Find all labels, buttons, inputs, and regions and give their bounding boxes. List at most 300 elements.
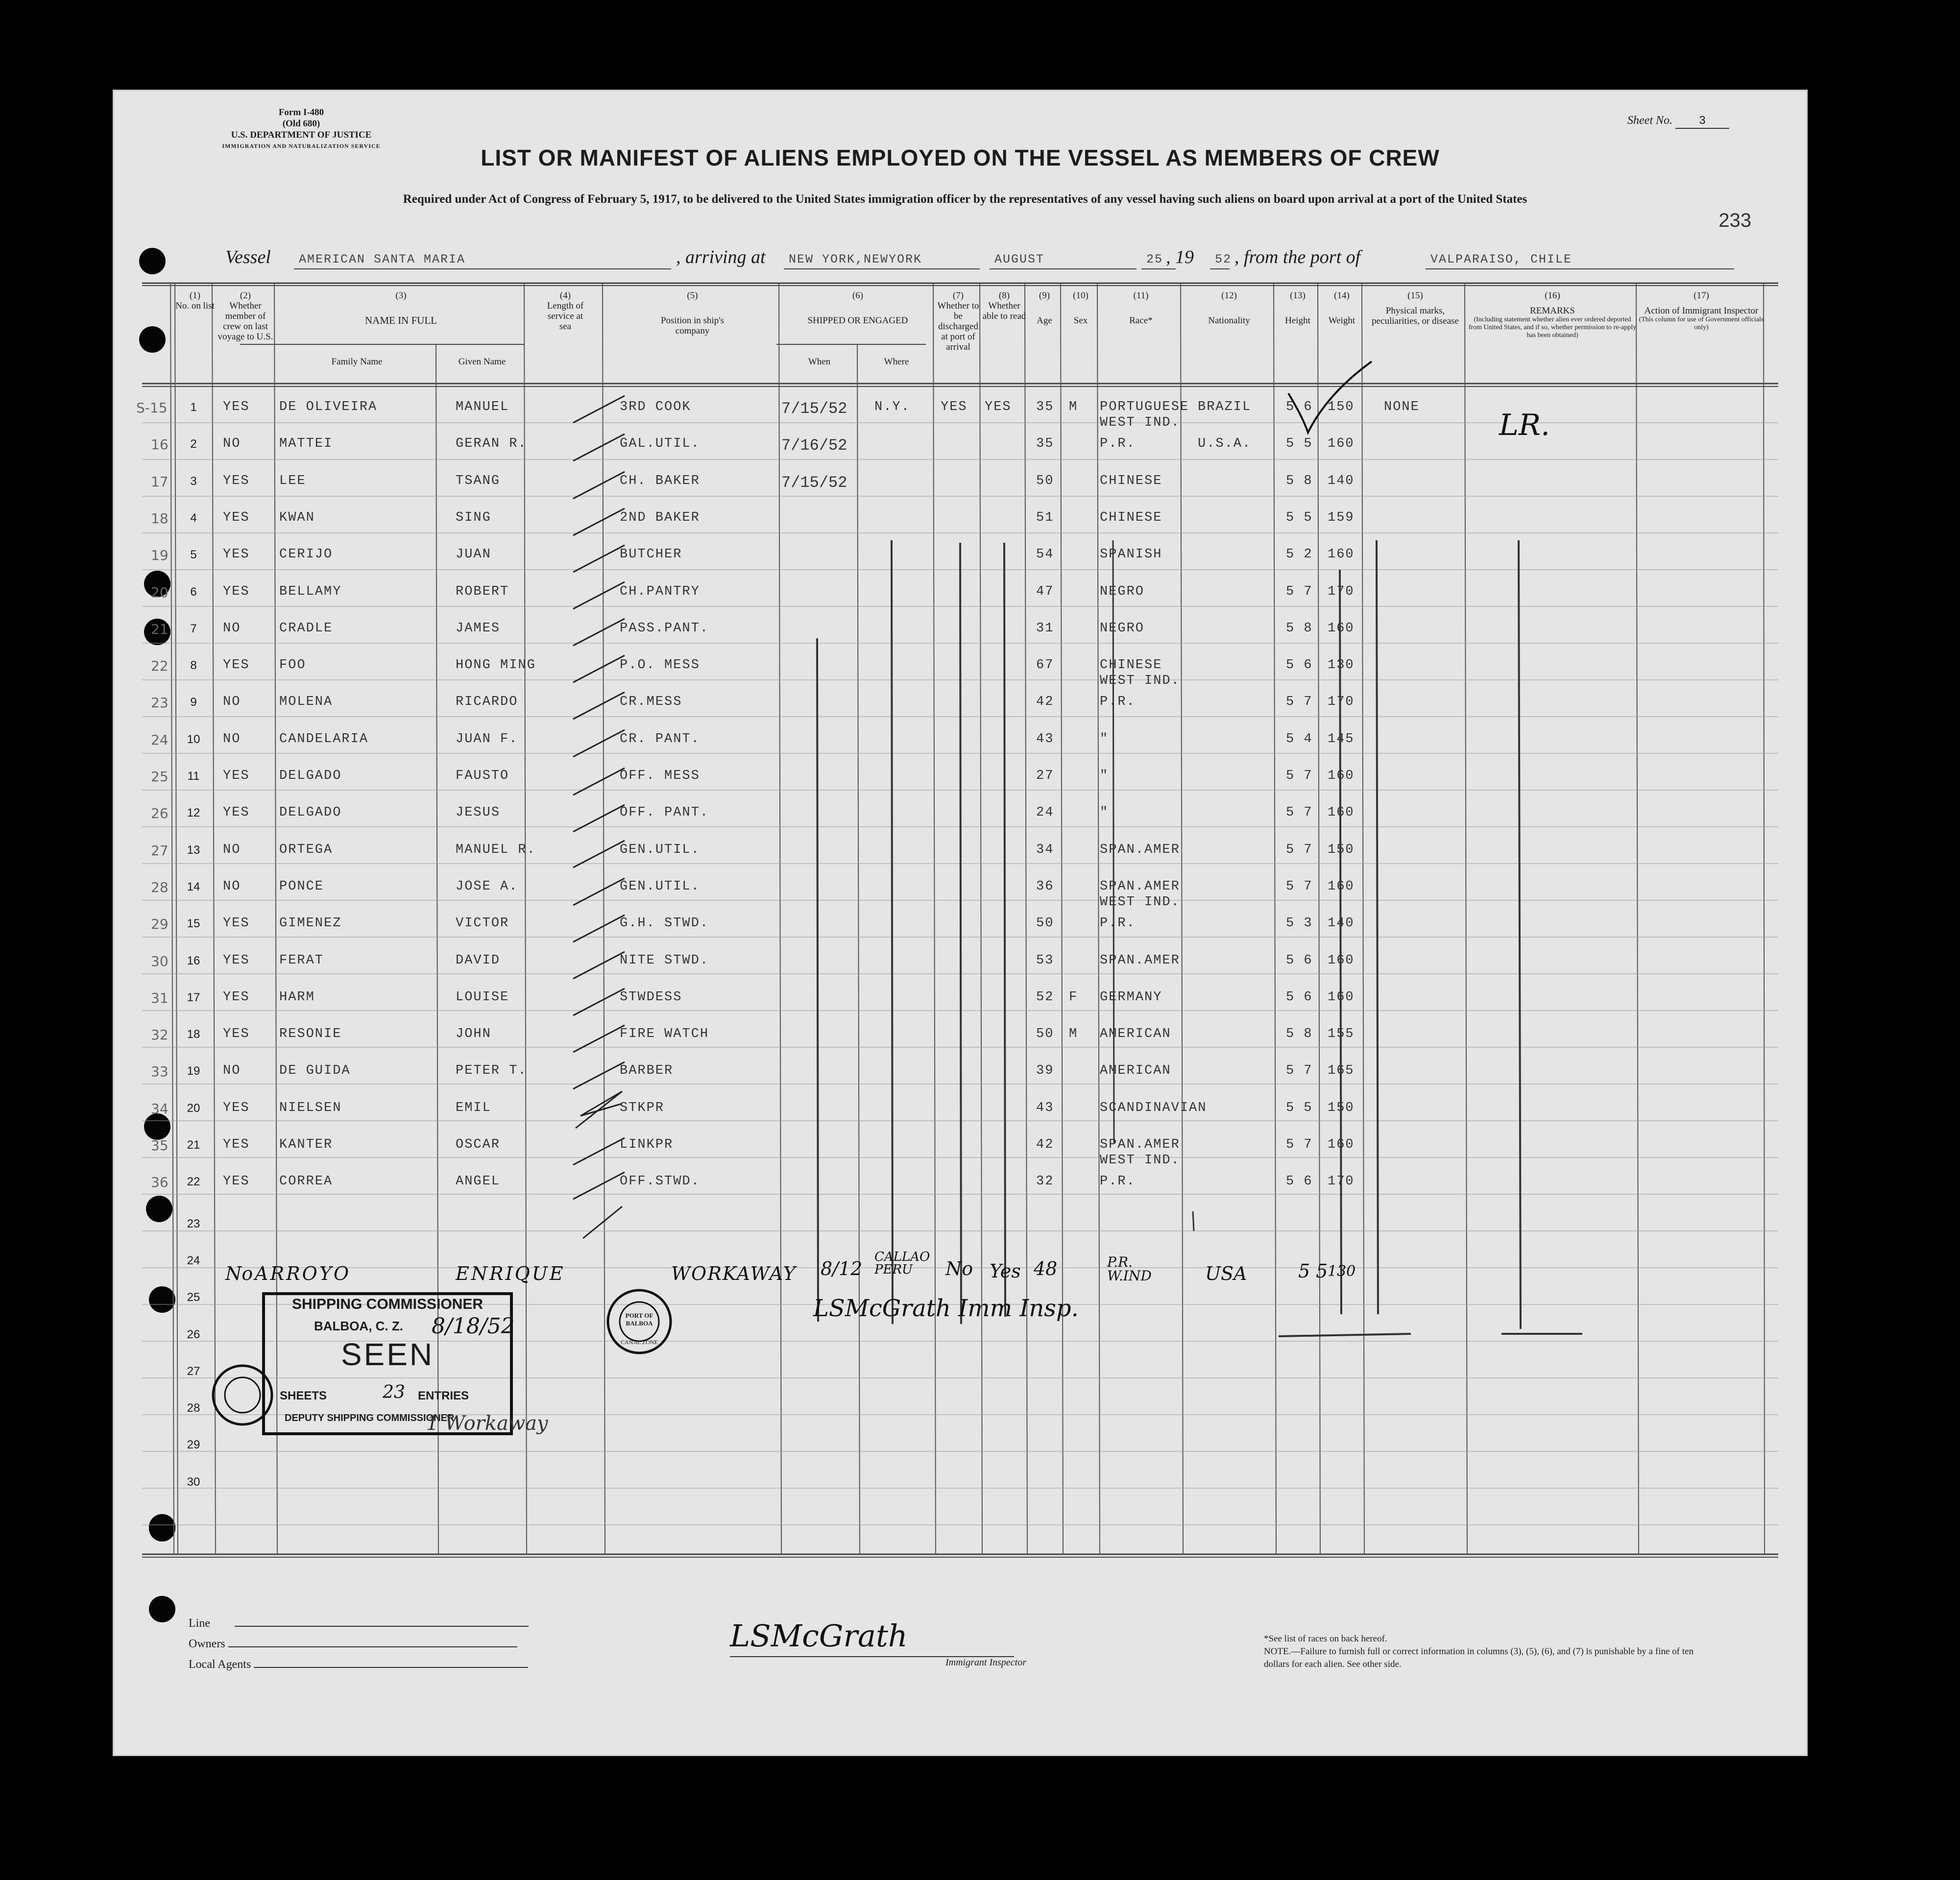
cell-weight: 170 [1328,584,1355,599]
header-col10: (10) Sex [1073,290,1089,326]
cell-age: 42 [1036,695,1054,710]
row-number: 6 [190,585,197,599]
arrival-day: 25 [1146,252,1163,266]
cell-prev-crew: NO [223,621,241,636]
from-label: , from the port of [1234,247,1361,267]
cell-prev-crew: YES [223,547,250,562]
row-number: 30 [187,1475,200,1489]
cell-position: OFF.STWD. [620,1174,700,1189]
row-number: 12 [187,806,200,820]
cell-height: 5 4 [1286,731,1313,747]
row-number: 26 [187,1327,200,1341]
arriving-port: NEW YORK,NEWYORK [789,252,922,266]
row-number: 10 [187,732,200,746]
cell-given-name: GERAN R. [456,436,527,452]
cell-position: STKPR [620,1100,665,1115]
row-number: 13 [187,843,200,857]
arriving-label: , arriving at [676,247,766,267]
cell-race-line2: WEST IND. [1100,894,1180,910]
cell-given-name: DAVID [456,953,501,968]
service: IMMIGRATION AND NATURALIZATION SERVICE [222,143,381,149]
cell-position: 2ND BAKER [620,510,700,525]
cell-race: " [1100,805,1109,820]
page-stamp-number: 233 [1718,210,1751,231]
cell-height: 5 2 [1286,547,1313,562]
cell-family-name: MATTEI [279,436,333,452]
cell-prev-crew: YES [223,805,250,820]
cell-race: SPAN.AMER [1100,879,1180,894]
cell-race: P.R. [1100,436,1136,452]
side-number: 33 [151,1063,169,1080]
cell-position: G.H. STWD. [620,916,709,931]
inspector-signature: LSMcGrath [730,1618,908,1654]
cell-race: PORTUGUESE [1100,400,1189,414]
cell-age: 42 [1036,1137,1054,1152]
cell-position: P.O. MESS [620,658,700,673]
cell-family-name: CORREA [279,1174,333,1189]
cell-height: 5 7 [1286,805,1313,820]
cell-position: GAL.UTIL. [620,436,700,452]
row23-weight: 130 [1328,1263,1356,1280]
cell-age: 31 [1036,621,1054,636]
from-port: VALPARAISO, CHILE [1430,252,1573,266]
cell-race-line2: WEST IND. [1100,1153,1180,1168]
cell-weight: 170 [1328,1174,1355,1189]
cell-weight: 150 [1328,1100,1355,1115]
cell-position: OFF. PANT. [620,805,709,820]
cell-height: 5 7 [1286,1063,1313,1079]
cell-race-line2: WEST IND. [1100,674,1180,689]
header-where: Where [884,357,909,367]
cell-age: 27 [1036,769,1054,783]
cell-family-name: ORTEGA [279,842,333,857]
cell-family-name: CRADLE [279,621,333,636]
row-number: 4 [190,511,197,525]
cell-given-name: MANUEL R. [456,842,536,857]
cell-weight: 165 [1328,1063,1355,1079]
stamp-note: 1 Workaway [426,1412,548,1435]
cell-given-name: JUAN [456,547,491,562]
remarks-initials: LR. [1499,408,1550,442]
cell-height: 5 6 [1286,658,1313,673]
cell-age: 47 [1036,584,1054,599]
cell-family-name: LEE [279,473,306,488]
row23-age: 48 [1034,1258,1058,1279]
side-number: 18 [151,510,169,527]
cell-age: 39 [1036,1063,1054,1079]
cell-weight: 160 [1328,953,1355,968]
row23-when: 8/12 [821,1258,863,1279]
side-number: 19 [151,547,169,564]
side-number: 35 [151,1137,169,1154]
cell-position: CH.PANTRY [620,584,700,599]
side-number: 24 [151,731,169,748]
page-title: LIST OR MANIFEST OF ALIENS EMPLOYED ON THE VESSEL AS MEMBERS OF CREW [481,145,1440,170]
cell-height: 5 5 [1286,510,1313,525]
row-number: 16 [187,954,200,967]
cell-shipped-where: N.Y. [874,400,910,414]
cell-height: 5 8 [1286,1027,1313,1042]
cell-position: CR. PANT. [620,731,700,747]
cell-height: 5 7 [1286,1137,1313,1152]
cell-weight: 150 [1328,842,1355,857]
side-number: 16 [151,436,169,453]
inspector-note: LSMcGrath Imm Insp. [813,1295,1079,1322]
cell-height: 5 5 [1286,436,1313,452]
cell-family-name: NIELSEN [279,1100,342,1115]
cell-race: NEGRO [1100,584,1145,599]
cell-race: " [1100,769,1109,783]
cell-height: 5 7 [1286,879,1313,894]
cell-family-name: DELGADO [279,769,342,783]
cell-family-name: BELLAMY [279,584,342,599]
header-col6: (6) SHIPPED OR ENGAGED [807,290,908,326]
cell-age: 35 [1036,436,1054,452]
cell-race: AMERICAN [1100,1027,1171,1042]
arrival-month: AUGUST [994,252,1045,266]
cell-position: PASS.PANT. [620,621,709,636]
cell-able-to-read: YES [985,400,1012,414]
side-number: 30 [151,953,169,969]
cell-weight: 160 [1328,1137,1355,1152]
cell-race: AMERICAN [1100,1063,1171,1079]
header-col11: (11) Race* [1129,290,1153,326]
form-old-number: (Old 680) [282,119,320,129]
cell-weight: 140 [1328,916,1355,931]
cell-age: 54 [1036,547,1054,562]
cell-weight: 160 [1328,436,1355,452]
row-number: 17 [187,990,200,1004]
cell-age: 34 [1036,842,1054,857]
cell-family-name: CERIJO [279,547,333,562]
cell-weight: 160 [1328,621,1355,636]
cell-position: CH. BAKER [620,473,700,488]
row-number: 27 [187,1364,200,1378]
row-number: 18 [187,1028,200,1041]
cell-sex: M [1069,400,1078,414]
side-number: 36 [151,1174,169,1191]
row23-prev: No [225,1263,253,1284]
row-number: 2 [190,437,197,451]
cell-height: 5 7 [1286,584,1313,599]
cell-height: 5 7 [1286,842,1313,857]
footer-notes: *See list of races on back hereof. NOTE.—Failure to furnish full or correct information in columns (3), (5), (6), and (7) is punishable by a fine of ten dollars for each alien. See other side. [1264,1634,1694,1669]
cell-family-name: PONCE [279,879,324,894]
row-number: 28 [187,1401,200,1415]
side-number: 34 [151,1100,169,1117]
cell-given-name: HONG MING [456,658,536,673]
side-number: 23 [151,695,169,711]
cell-age: 50 [1036,916,1054,931]
cell-position: OFF. MESS [620,769,700,783]
cell-prev-crew: NO [223,695,241,710]
cell-age: 43 [1036,1100,1054,1115]
cell-height: 5 6 [1286,953,1313,968]
cell-race: P.R. [1100,916,1136,931]
row-number: 5 [190,548,197,562]
side-number: 20 [151,584,169,601]
header-when: When [808,357,831,367]
cell-given-name: OSCAR [456,1137,501,1152]
row23-where: CALLAO PERU [874,1250,930,1277]
cell-prev-crew: YES [223,1137,250,1152]
header-given-name: Given Name [458,357,506,367]
cell-sex: F [1069,989,1078,1005]
sheet-value: 3 [1675,115,1729,129]
header-col1: (1) No. on list [175,290,215,311]
cell-shipped-when: 7/15/52 [781,400,847,418]
header-col2: (2) Whether member of crew on last voyage to U.S. [218,290,273,342]
cell-weight: 160 [1328,879,1355,894]
cell-position: CR.MESS [620,695,682,710]
side-number: 21 [151,621,169,637]
row-number: 20 [187,1101,200,1115]
cell-family-name: FOO [279,658,306,673]
cell-prev-crew: YES [223,473,250,488]
row23-race: P.R. W.IND [1107,1254,1152,1284]
cell-given-name: MANUEL [456,400,509,414]
cell-nationality: U.S.A. [1198,436,1252,452]
side-number: 28 [151,879,169,895]
row23-position: WORKAWAY [671,1263,797,1284]
cell-race: SPANISH [1100,547,1162,562]
cell-race: " [1100,731,1109,747]
cell-race: CHINESE [1100,658,1162,673]
cell-race: CHINESE [1100,510,1162,525]
header-col12: (12) Nationality [1208,290,1250,326]
cell-family-name: RESONIE [279,1027,342,1042]
cell-given-name: ROBERT [456,584,509,599]
row-number: 14 [187,880,200,893]
cell-given-name: VICTOR [456,916,509,931]
cell-age: 53 [1036,953,1054,968]
cell-height: 5 3 [1286,916,1313,931]
cell-prev-crew: YES [223,1100,250,1115]
header-col5: (5) Position in ship's company [660,290,725,336]
row23-given: ENRIQUE [456,1263,565,1284]
cell-shipped-when: 7/16/52 [781,436,847,455]
cell-weight: 150 [1328,400,1355,414]
year-suffix: 52 [1215,252,1232,266]
cell-position: LINKPR [620,1137,674,1152]
cell-height: 5 7 [1286,695,1313,710]
cell-family-name: HARM [279,989,315,1005]
cell-weight: 145 [1328,731,1355,747]
cell-prev-crew: NO [223,842,241,857]
cell-prev-crew: YES [223,1027,250,1042]
vessel-name: AMERICAN SANTA MARIA [299,252,466,266]
cell-weight: 160 [1328,547,1355,562]
cell-race: CHINESE [1100,473,1162,488]
cell-height: 5 8 [1286,621,1313,636]
cell-race: NEGRO [1100,621,1145,636]
form-number: Form I-480 [278,107,324,118]
cell-position: FIRE WATCH [620,1027,709,1042]
manifest-sheet: Form I-480 (Old 680) U.S. DEPARTMENT OF JUSTICE IMMIGRATION AND NATURALIZATION SERVICE Sheet No. 3 LIST OR MANIFEST OF ALIENS EMPLOYED ON THE VESSEL AS MEMBERS OF CREW Required under Act of Congress of February 5, 1917, to be delivered to the United States immigration officer by the representatives of any vessel having such aliens on board upon arrival at a port of the United States 233 Vessel AMERICAN SANTA MARIA , arriving at NEW YORK,NEWYORK AUGUST 25 , 19 52 , from the port of VALPARAISO, CHILE (1) No. on list (2) Whether member of crew on last voyage to U.S. (3) NAME IN FULL Family Name Given Name (4) Length of service at sea (5) Position in ship's company (6) SHIPPED OR ENGAGED When Where (7) Whether to be discharged at port of arrival (8) Whether able to read (9) Age (10) Sex (11) Race* (12) Nationality (13) Height (14) Weight (15) Physical marks, peculiarities, or disease (16) REMARKS (Including statement whether alien ever ordered deported from United States, and if so, whether permission to re-apply has been obtained) (17) Action of Immigrant Inspector (This column for use of Government officials only) 1 2 3 4 5 6 7 8 9 10 11 12 13 14 15 16 17 18 19 20 21 22 23 24 25 26 27 28 29 30 S-15 16 17 18 19 20 21 22 23 24 25 26 27 28 29 30 31 32 33 34 35 36 YES DE OLIVEIRA MANUEL 3RD COOK 7/15/52 N.Y. YES YES 35 M PORTUGUESE BRAZIL 5 6 150 NONE WEST IND. NO MATTEI GERAN R. GAL.UTIL. 7/16/52 35 P.R. U.S.A. 5 5 160 YES LEE TSANG CH. BAKER 7/15/52 50 CHINESE 5 8 140 YES KWAN SING 2ND BAKER 51 CHINESE 5 5 159 YES CERIJO JUAN BUTCHER 54 SPANISH 5 2 160 YES BELLAMY ROBERT CH.PANTRY 47 NEGRO 5 7 170 NO CRADLE JAMES PASS.PANT. 31 NEGRO 5 8 160 YES FOO HONG MING P.O. MESS 67 CHINESE 5 6 130 WEST IND. NO MOLENA RICARDO CR.MESS 42 P.R. 5 7 170 NO CANDELARIA JUAN F. CR. PANT. 43 " 5 4 145 YES DELGADO FAUSTO OFF. MESS 27 " 5 7 160 YES DELGADO JESUS OFF. PANT. 24 " 5 7 160 NO ORTEGA MANUEL R. GEN.UTIL. 34 SPAN.AMER 5 7 150 NO PONCE JOSE A. GEN.UTIL. 36 SPAN.AMER 5 7 160 WEST IND. YES GIMENEZ VICTOR G.H. STWD. 50 P.R. 5 3 140 YES FERAT DAVID NITE STWD. 53 SPAN.AMER 5 6 160 YES HARM LOUISE STWDESS 52 F GERMANY 5 6 160 YES RESONIE JOHN FIRE WATCH 50 M AMERICAN 5 8 155 NO DE GUIDA PETER T. BARBER 39 AMERICAN 5 7 165 YES NIELSEN EMIL STKPR 43 SCANDINAVIAN 5 5 150 YES KANTER OSCAR LINKPR 42 SPAN.AMER 5 7 160 WEST IND. YES CORREA ANGEL OFF.STWD. 32 P.R. 5 6 170 LR. No ARROYO ENRIQUE WORKAWAY 8/12 CALLAO PERU No Yes 48 P.R. W.IND USA 5 5 130 LSMcGrath Imm Insp. SHIPPING COMMISSIONER BALBOA, C. Z. 8/18/52 SEEN SHEETS 23 ENTRIES DEPUTY SHIPPING COMMISSIONER PORT OF BALBOA CANAL ZONE 1 Workaway Line Owners Local Agents LSMcGrath Immigrant Inspector *See list of races on back hereof. NOTE.—Failure to furnish full or correct information in columns (3), (5), (6), and (7) is punishable by a fine of ten dollars for each alien. See other side. [113,90,1808,1756]
cell-given-name: JUAN F. [456,731,518,747]
cell-height: 5 6 [1286,989,1313,1005]
header-col3: (3) NAME IN FULL [365,290,437,326]
cell-prev-crew: NO [223,436,241,452]
side-number: 25 [151,769,169,785]
cell-prev-crew: YES [223,584,250,599]
footer-owners: Owners [189,1638,517,1651]
cell-height: 5 5 [1286,1100,1313,1115]
cell-nationality: BRAZIL [1198,400,1252,414]
header-col13: (13) Height [1285,290,1310,326]
side-number: 17 [151,473,169,490]
cell-given-name: FAUSTO [456,769,509,783]
cell-weight: 155 [1328,1027,1355,1042]
cell-age: 24 [1036,805,1054,820]
cell-weight: 160 [1328,989,1355,1005]
cell-prev-crew: NO [223,731,241,747]
stamp-box: SHIPPING COMMISSIONER BALBOA, C. Z. 8/18/52 SEEN SHEETS 23 ENTRIES DEPUTY SHIPPING COMMISSIONER [262,1292,513,1435]
cell-family-name: FERAT [279,953,324,968]
row-number: 25 [187,1291,200,1304]
cell-family-name: DE OLIVEIRA [279,400,378,414]
header-col17: (17) Action of Immigrant Inspector (This column for use of Government officials only) [1639,290,1764,331]
cell-given-name: JOHN [456,1027,491,1042]
cell-prev-crew: NO [223,879,241,894]
cell-given-name: LOUISE [456,989,509,1005]
cell-age: 50 [1036,1027,1054,1042]
cell-prev-crew: YES [223,916,250,931]
cell-age: 43 [1036,731,1054,747]
cell-weight: 160 [1328,769,1355,783]
side-number: 31 [151,989,169,1006]
cell-family-name: MOLENA [279,695,333,710]
row-number: 8 [190,659,197,673]
cell-weight: 159 [1328,510,1355,525]
cell-prev-crew: YES [223,769,250,783]
cell-position: GEN.UTIL. [620,842,700,857]
cell-family-name: KANTER [279,1137,333,1152]
cell-race: SCANDINAVIAN [1100,1100,1207,1115]
cell-age: 35 [1036,400,1054,414]
cell-shipped-when: 7/15/52 [781,473,847,492]
side-number: 27 [151,842,169,859]
cell-race-line2: WEST IND. [1100,415,1180,430]
cell-race: GERMANY [1100,989,1162,1005]
cell-weight: 140 [1328,473,1355,488]
cell-prev-crew: YES [223,510,250,525]
cell-position: 3RD COOK [620,400,691,414]
header-col7: (7) Whether to be discharged at port of arrival [937,290,979,352]
cell-given-name: TSANG [456,473,501,488]
cell-family-name: DELGADO [279,805,342,820]
cell-race: P.R. [1100,1174,1136,1189]
cell-age: 51 [1036,510,1054,525]
side-number: S-15 [136,400,168,416]
port-seal-left [211,1358,274,1432]
header-col14: (14) Weight [1328,290,1355,326]
side-number: 32 [151,1027,169,1043]
cell-family-name: GIMENEZ [279,916,342,931]
row-number: 24 [187,1253,200,1267]
row-number: 3 [190,474,197,488]
sheet-label: Sheet No. [1627,114,1672,127]
cell-position: NITE STWD. [620,953,709,968]
cell-weight: 130 [1328,658,1355,673]
cell-prev-crew: YES [223,989,250,1005]
footer-agents: Local Agents [189,1658,528,1671]
cell-given-name: RICARDO [456,695,518,710]
row-number: 29 [187,1438,200,1452]
cell-height: 5 6 [1286,400,1313,414]
side-number: 29 [151,916,169,933]
cell-family-name: DE GUIDA [279,1063,351,1079]
side-number: 22 [151,658,169,675]
signature-label: Immigrant Inspector [945,1657,1026,1668]
cell-prev-crew: YES [223,658,250,673]
cell-height: 5 6 [1286,1174,1313,1189]
cell-prev-crew: YES [223,953,250,968]
header-col4: (4) Length of service at sea [547,290,584,332]
header-col8: (8) Whether able to read [982,290,1026,321]
vessel-label: Vessel [225,247,271,267]
cell-position: BUTCHER [620,547,682,562]
row23-nationality: USA [1205,1263,1247,1284]
cell-family-name: KWAN [279,510,315,525]
cell-given-name: JAMES [456,621,501,636]
cell-family-name: CANDELARIA [279,731,369,747]
cell-height: 5 7 [1286,769,1313,783]
cell-given-name: SING [456,510,491,525]
cell-prev-crew: YES [223,400,250,414]
row-number: 23 [187,1217,200,1230]
row-number: 21 [187,1138,200,1152]
cell-weight: 170 [1328,695,1355,710]
cell-prev-crew: NO [223,1063,241,1079]
cell-height: 5 8 [1286,473,1313,488]
row-number: 11 [187,770,200,783]
row23-family: ARROYO [255,1263,351,1284]
page-subtitle: Required under Act of Congress of February 5, 1917, to be delivered to the United States immigration officer by the representatives of any vessel having such aliens on board upon arrival at a port of the United States [403,193,1527,206]
cell-weight: 160 [1328,805,1355,820]
cell-discharged: YES [941,400,968,414]
cell-age: 50 [1036,473,1054,488]
row23-read: Yes [990,1260,1021,1282]
cell-race: P.R. [1100,695,1136,710]
cell-given-name: EMIL [456,1100,491,1115]
cell-age: 52 [1036,989,1054,1005]
cell-race: SPAN.AMER [1100,842,1180,857]
cell-given-name: JESUS [456,805,501,820]
cell-race: SPAN.AMER [1100,1137,1180,1152]
row-number: 9 [190,696,197,709]
cell-given-name: JOSE A. [456,879,518,894]
row23-height: 5 5 [1298,1260,1328,1282]
cell-age: 67 [1036,658,1054,673]
header-col15: (15) Physical marks, peculiarities, or disease [1372,290,1459,326]
row-number: 19 [187,1064,200,1078]
side-number: 26 [151,805,169,822]
cell-position: GEN.UTIL. [620,879,700,894]
row-number: 15 [187,917,200,931]
header-col16: (16) REMARKS (Including statement whether alien ever ordered deported from United States, and if so, whether permission to re-apply has been obtained) [1468,290,1637,339]
cell-race: SPAN.AMER [1100,953,1180,968]
cell-prev-crew: YES [223,1174,250,1189]
cell-position: BARBER [620,1063,674,1079]
cell-given-name: PETER T. [456,1063,527,1079]
department: U.S. DEPARTMENT OF JUSTICE [231,130,372,140]
cell-position: STWDESS [620,989,682,1005]
footer-line: Line [189,1617,529,1630]
row23-discharged: No [945,1258,973,1279]
header-col9: (9) Age [1037,290,1052,326]
header-family-name: Family Name [331,357,383,367]
